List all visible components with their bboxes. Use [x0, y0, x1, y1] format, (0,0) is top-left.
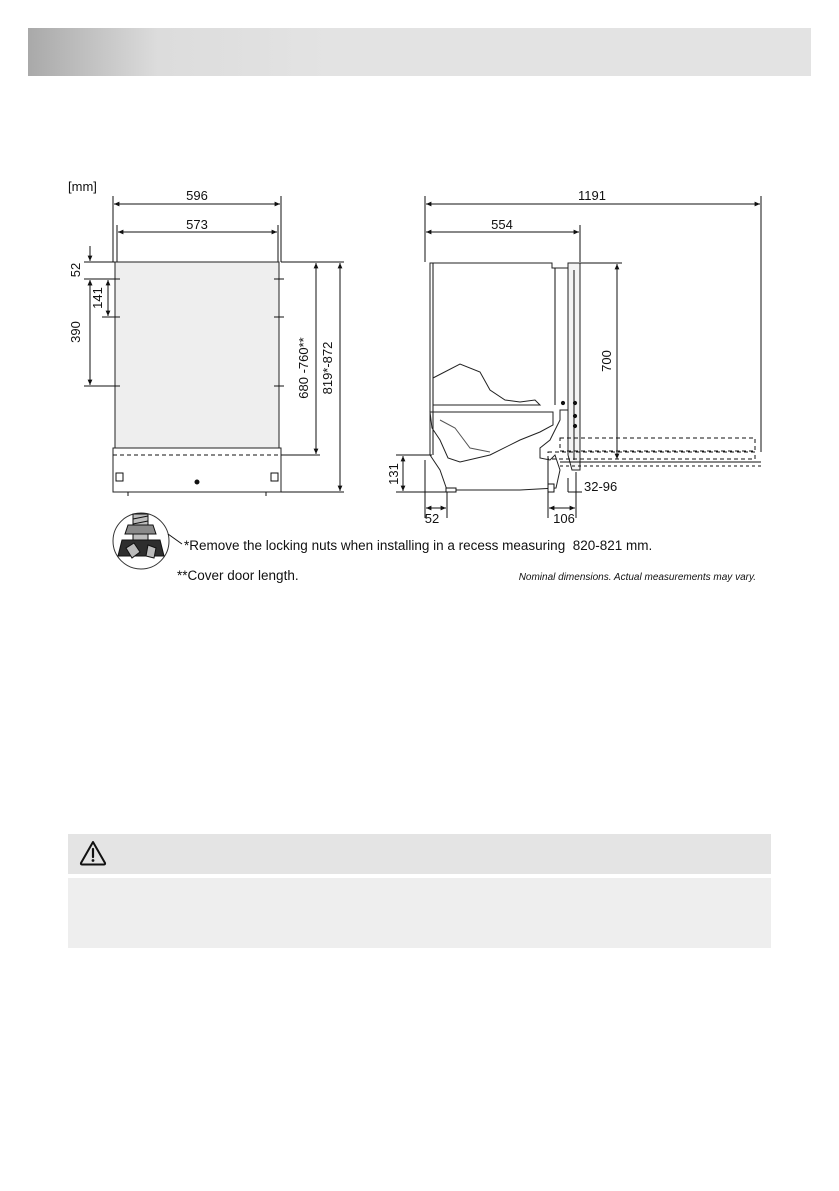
warning-body: [68, 878, 771, 948]
unit-label: [mm]: [68, 179, 97, 194]
dim-52-top: 52: [68, 262, 83, 278]
dim-52-bottom: 52: [424, 511, 440, 526]
dim-700: 700: [599, 350, 614, 372]
cabinet-outline: [430, 263, 568, 490]
dim-106: 106: [553, 511, 575, 526]
dim-554: 554: [491, 217, 513, 232]
dim-141: 141: [90, 287, 105, 309]
dim-131: 131: [386, 463, 401, 485]
dim-1191: 1191: [578, 188, 606, 203]
dim-596: 596: [186, 188, 208, 203]
side-view: [396, 196, 761, 518]
dim-height-range: 819*-872: [320, 341, 335, 395]
locking-nut-icon: [113, 513, 169, 569]
plinth-dashed-1: [560, 438, 755, 451]
note-cover-door: **Cover door length.: [177, 568, 299, 583]
dim-32-96: 32-96: [584, 479, 618, 494]
dim-390: 390: [68, 321, 83, 343]
note-locking-nuts: *Remove the locking nuts when installing in a recess measuring 820-821 mm.: [184, 538, 653, 553]
dim-573: 573: [186, 217, 208, 232]
note-disclaimer: Nominal dimensions. Actual measurements may vary.: [518, 572, 756, 583]
dim-door-length: 680 -760**: [296, 337, 311, 399]
warning-triangle-icon: [79, 840, 107, 866]
warning-header: [68, 834, 771, 874]
front-panel: [115, 262, 279, 448]
